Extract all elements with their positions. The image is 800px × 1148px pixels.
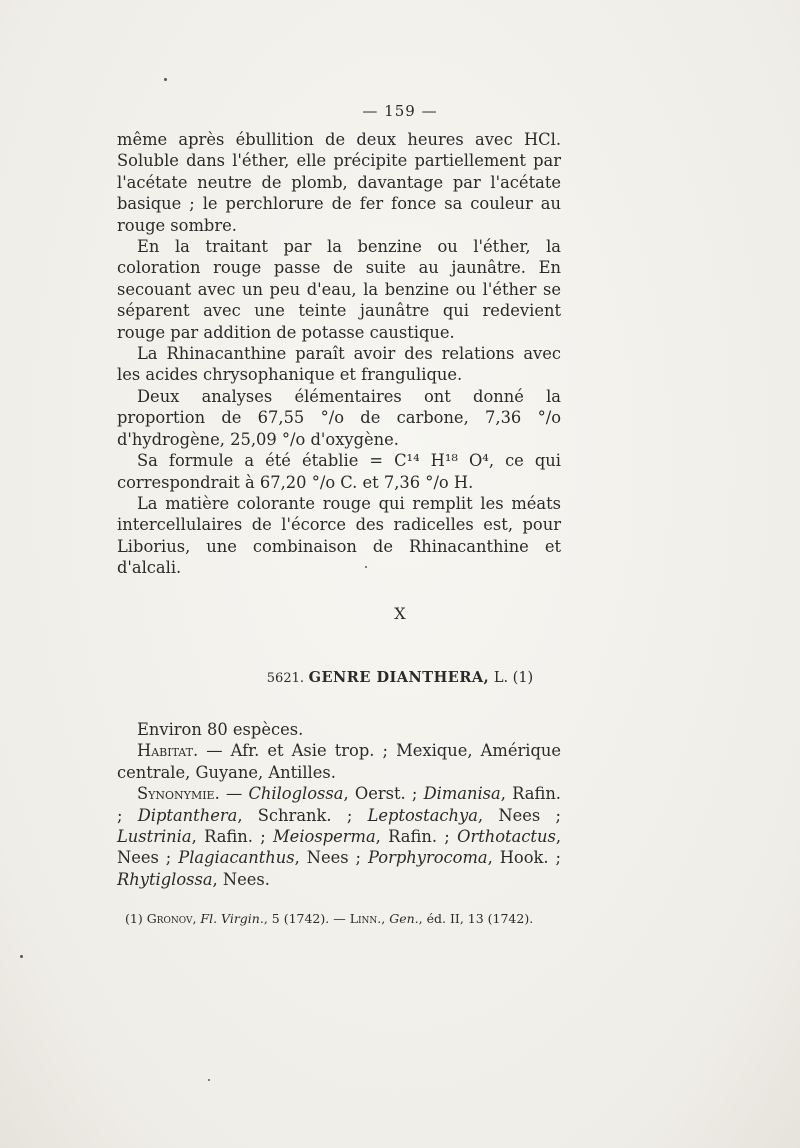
- paragraph: Sa formule a été établie = C¹⁴ H¹⁸ O⁴, ce qui correspondrait à 67,20 °/o C. et 7,36 °/o H.: [117, 451, 561, 492]
- synonym-author: Nees: [498, 805, 541, 825]
- synonym-author: Oerst.: [354, 784, 406, 804]
- scan-speck: [164, 78, 167, 81]
- synonym-name: Chiloglossa: [248, 784, 344, 804]
- synonym-author: Nees.: [222, 869, 270, 889]
- paragraph: La Rhinacanthine paraît avoir des relations avec les acides chrysophanique et frangulique.: [117, 344, 561, 385]
- section-mark: X: [394, 604, 406, 623]
- synonym-name: Plagiacanthus: [178, 848, 295, 868]
- synonym-author: Rafin.: [512, 784, 561, 804]
- synonym-name: Leptostachya: [367, 805, 478, 825]
- habitat-text: — Afr. et Asie trop. ; Mexique, Amérique centrale, Guyane, Antilles.: [117, 741, 561, 782]
- footnote-work: Gen.: [389, 911, 419, 926]
- synonym-author: Schrank.: [257, 805, 332, 825]
- footnote-author: Gronov: [146, 911, 193, 926]
- synonym-author: Nees: [117, 848, 159, 868]
- scan-speck: [208, 1079, 210, 1081]
- synonym-author: Nees: [306, 848, 349, 868]
- synonym-author: Hook.: [499, 848, 549, 868]
- synonym-name: Dimanisa: [423, 784, 501, 804]
- species-count: Environ 80 espèces.: [137, 720, 304, 739]
- genus-description: [117, 719, 561, 890]
- footnote-ref: (1): [512, 670, 534, 686]
- synonym-name: Meiosperma: [273, 827, 376, 847]
- paragraph: La matière colorante rouge qui remplit les méats intercellulaires de l'écorce des radicelles est, pour Liborius, une combinaison de Rhinacanthine et d'alcali.: [117, 493, 561, 578]
- synonym-author: Rafin.: [388, 827, 438, 847]
- genus-author: L.: [493, 670, 509, 686]
- synonym-name: Porphyrocoma: [367, 848, 488, 868]
- synonymy-label: Synonymie.: [137, 784, 220, 804]
- paragraph: En la traitant par la benzine ou l'éther, la coloration rouge passe de suite au jaunâtre. En secouant avec un peu d'eau, la benzine ou l'éther se séparent avec une teinte jaunâtre qui redevient rouge par addition de potasse caustique.: [117, 237, 561, 342]
- scan-speck: [20, 955, 23, 958]
- synonym-name: Orthotactus: [457, 827, 556, 847]
- footnote-ref-text: , 5 (1742). —: [263, 911, 350, 926]
- synonym-name: Lustrinia: [117, 827, 192, 847]
- paragraph: Deux analyses élémentaires ont donné la proportion de 67,55 °/o de carbone, 7,36 °/o d'hydrogène, 25,09 °/o d'oxygène.: [117, 386, 561, 449]
- paragraph: même après ébullition de deux heures avec HCl. Soluble dans l'éther, elle précipite partiellement par l'acétate neutre de plomb, davantage par l'acétate basique ; le perchlorure de fer fonce sa couleur au rouge sombre.: [117, 130, 561, 235]
- synonym-name: Rhytiglossa: [117, 869, 213, 889]
- footnote-ref-text: , éd. II, 13 (1742).: [418, 911, 534, 926]
- genus-heading: [0, 669, 800, 686]
- footnote: (1) Gronov, Fl. Virgin., 5 (1742). — Linn., Gen., éd. II, 13 (1742).: [125, 911, 534, 926]
- habitat-label: Habitat.: [137, 741, 199, 761]
- habitat: [117, 740, 561, 783]
- footnote-marker: (1): [125, 911, 143, 926]
- genus-name: GENRE DIANTHERA,: [308, 669, 490, 686]
- footnote-author: Linn.: [349, 911, 382, 926]
- body-text: [117, 129, 561, 579]
- page-number: — 159 —: [362, 102, 438, 120]
- genus-number: 5621.: [266, 671, 304, 686]
- synonym-name: Diptanthera: [137, 805, 238, 825]
- synonym-author: Rafin.: [204, 827, 253, 847]
- footnote-work: Fl. Virgin.: [200, 911, 264, 926]
- synonymy: Synonymie. — Chiloglossa, Oerst. ; Dimanisa, Rafin. ; Diptanthera, Schrank. ; Leptostachya, Nees ; Lustrinia, Rafin. ; Meiosperma, Rafin. ; Orthotactus, Nees ; Plagiacanthus, Nees ; Porphyrocoma, Hook. ; Rhytiglossa, Nees.: [117, 784, 561, 889]
- scan-speck: [365, 566, 367, 568]
